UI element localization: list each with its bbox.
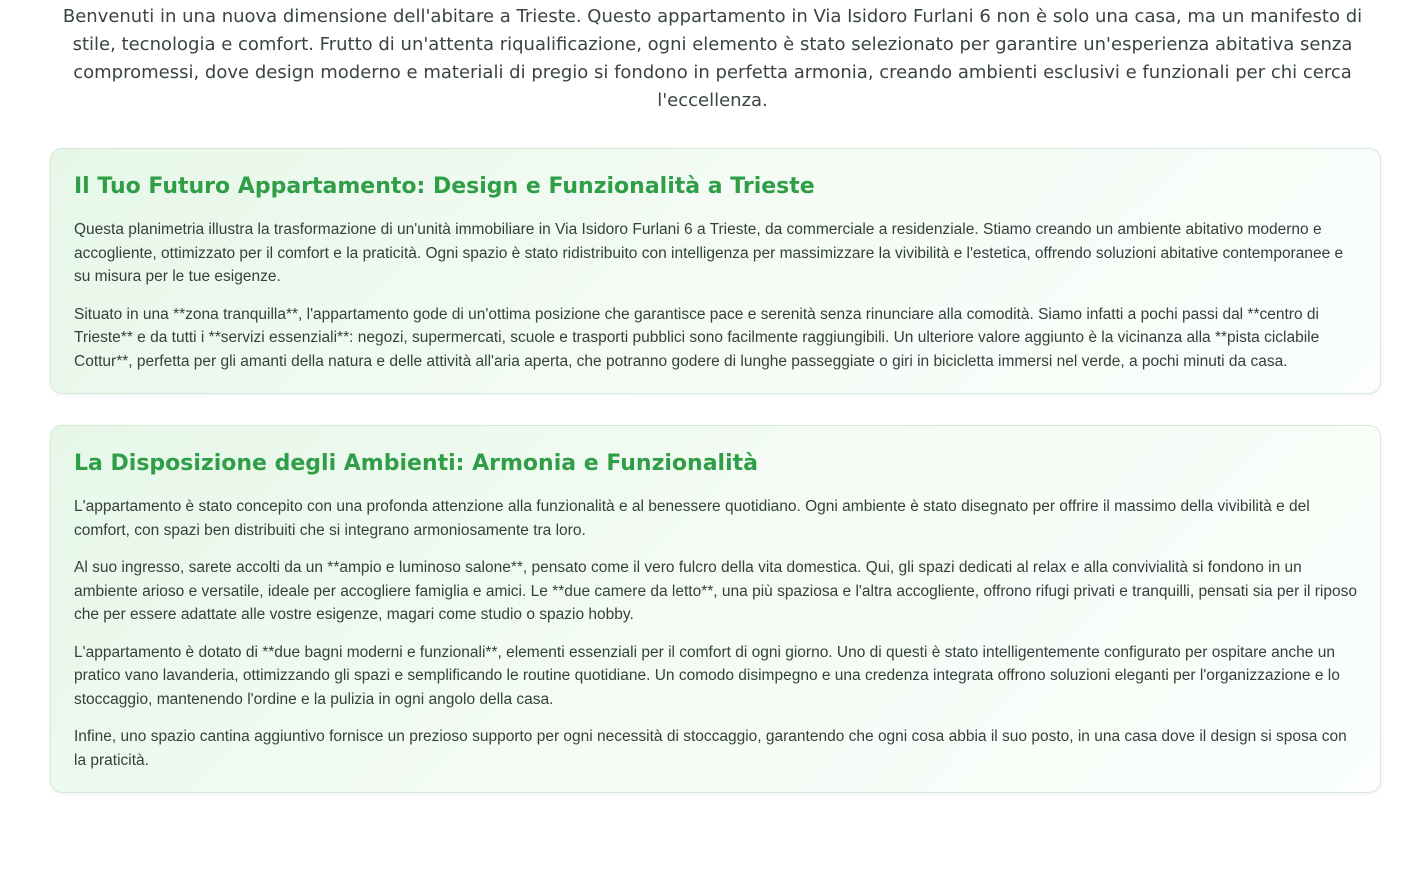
section-paragraph: Infine, uno spazio cantina aggiuntivo fornisce un prezioso supporto per ogni necessità di stoccaggio, garantendo che ogni cosa abbia il suo posto, in una casa dove il design si sposa con la praticità. [74,728,1347,769]
intro-text: Benvenuti in una nuova dimensione dell'abitare a Trieste. Questo appartamento in Via Isidoro Furlani 6 non è solo una casa, ma un manifesto di stile, tecnologia e comfort. Frutto di un'attenta riqualificazione, ogni elemento è stato selezionato per garantire un'esperienza abitativa senza compromessi, dove design moderno e materiali di pregio si fondono in perfetta armonia, creando ambienti esclusivi e funzionali per chi cerca l'eccellenza. [62,6,1363,111]
section-paragraph: Questa planimetria illustra la trasformazione di un'unità immobiliare in Via Isidoro Furlani 6 a Trieste, da commerciale a residenziale. Stiamo creando un ambiente abitativo moderno e accogliente, ottimizzato per il comfort e la praticità. Ogni spazio è stato ridistribuito con intelligenza per massimizzare la vivibilità e l'estetica, offrendo soluzioni abitative contemporanee e su misura per le tue esigenze. [74,221,1344,285]
section-card-room-layout [50,425,1381,793]
section-paragraph: Al suo ingresso, sarete accolti da un **ampio e luminoso salone**, pensato come il vero fulcro della vita domestica. Qui, gli spazi dedicati al relax e alla convivialità si fondono in un ambiente arioso e versatile, ideale per accogliere famiglia e amici. Le **due camere da letto**, una più spaziosa e l'altra accogliente, offrono rifugi privati e tranquilli, pensati sia per il riposo che per essere adattate alle vostre esigenze, magari come studio o spazio hobby. [74,559,1357,623]
section-paragraph: L'appartamento è stato concepito con una profonda attenzione alla funzionalità e al benessere quotidiano. Ogni ambiente è stato disegnato per offrire il massimo della vivibilità e del comfort, con spazi ben distribuiti che si integrano armoniosamente tra loro. [74,498,1310,539]
section-title: La Disposizione degli Ambienti: Armonia e Funzionalità [74,451,758,476]
section-title: Il Tuo Futuro Appartamento: Design e Funzionalità a Trieste [74,174,815,199]
section-card-future-apartment [50,148,1381,394]
section-paragraph: Situato in una **zona tranquilla**, l'appartamento gode di un'ottima posizione che garantisce pace e serenità senza rinunciare alla comodità. Siamo infatti a pochi passi dal **centro di Trieste** e da tutti i **servizi essenziali**: negozi, supermercati, scuole e trasporti pubblici sono facilmente raggiungibili. Un ulteriore valore aggiunto è la vicinanza alla **pista ciclabile Cottur**, perfetta per gli amanti della natura e delle attività all'aria aperta, che potranno godere di lunghe passeggiate o giri in bicicletta immersi nel verde, a pochi minuti da casa. [74,305,1320,370]
section-paragraph: L'appartamento è dotato di **due bagni moderni e funzionali**, elementi essenziali per il comfort di ogni giorno. Uno di questi è stato intelligentemente configurato per ospitare anche un pratico vano lavanderia, ottimizzando gli spazi e semplificando le routine quotidiane. Un comodo disimpegno e una credenza integrata offrono soluzioni eleganti per l'organizzazione e lo stoccaggio, mantenendo l'ordine e la pulizia in ogni angolo della casa. [74,643,1340,708]
